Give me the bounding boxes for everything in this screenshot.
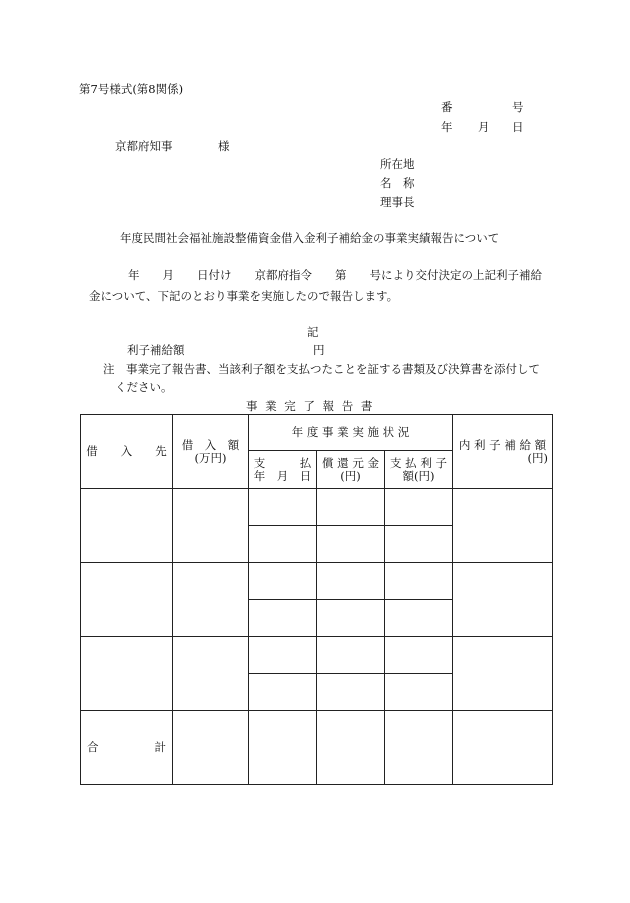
header-interest <box>385 451 453 489</box>
cell-subsidy <box>453 489 553 563</box>
cell-loan <box>173 489 249 563</box>
number-suffix: 号 <box>512 100 524 114</box>
applicant-name: 名 称 <box>380 176 415 190</box>
cell-interest <box>385 489 453 526</box>
header-principal-unit: (円) <box>340 468 361 483</box>
header-pay-date-2: 年 月 日 <box>253 468 312 483</box>
body-line-2: 金について、下記のとおり事業を実施したので報告します。 <box>89 289 399 303</box>
cell-principal <box>317 637 385 674</box>
cell-pay-date <box>249 674 317 711</box>
cell-pay-date <box>249 526 317 563</box>
cell-lender <box>81 637 173 711</box>
table-row <box>81 563 553 600</box>
total-row <box>81 711 553 785</box>
date-month: 月 <box>478 120 490 134</box>
header-loan-amount <box>173 415 249 489</box>
honorific: 様 <box>218 139 230 153</box>
report-title: 年度民間社会福祉施設整備資金借入金利子補給金の事業実績報告について <box>120 231 500 245</box>
header-loan-unit: (万円) <box>194 450 227 465</box>
cell-interest <box>385 563 453 600</box>
cell-pay-date <box>249 600 317 637</box>
header-pay-date <box>249 451 317 489</box>
cell-principal <box>317 674 385 711</box>
table-row <box>81 489 553 526</box>
total-right: 計 <box>154 740 166 754</box>
header-subsidy <box>453 415 553 489</box>
applicant-chair: 理事長 <box>380 195 415 209</box>
cell-total-principal <box>317 711 385 785</box>
cell-principal <box>317 489 385 526</box>
cell-pay-date <box>249 563 317 600</box>
cell-total-label <box>81 711 173 785</box>
applicant-address: 所在地 <box>380 157 415 171</box>
header-interest-1: 支 払 利 子 <box>390 455 447 470</box>
header-lender-text: 借 入 先 <box>86 444 167 458</box>
header-lender <box>81 415 173 489</box>
completion-report-table <box>80 414 553 785</box>
subsidy-label: 利子補給額 <box>127 343 185 357</box>
number-label: 番 <box>441 100 453 114</box>
subsidy-yen: 円 <box>313 343 325 357</box>
cell-interest <box>385 637 453 674</box>
cell-pay-date <box>249 489 317 526</box>
cell-total-subsidy <box>453 711 553 785</box>
cell-subsidy <box>453 563 553 637</box>
header-subsidy-text: 内 利 子 補 給 額 <box>458 437 547 452</box>
cell-interest <box>385 526 453 563</box>
header-loan-text: 借 入 額 <box>181 437 240 452</box>
total-left: 合 <box>87 740 99 754</box>
header-status-text: 年 度 事 業 実 施 状 況 <box>291 425 410 439</box>
header-interest-2: 額(円) <box>402 468 435 483</box>
header-subsidy-unit: (円) <box>527 450 548 465</box>
cell-interest <box>385 674 453 711</box>
cell-lender <box>81 563 173 637</box>
cell-total-interest <box>385 711 453 785</box>
cell-loan <box>173 563 249 637</box>
cell-lender <box>81 489 173 563</box>
cell-total-pay-date <box>249 711 317 785</box>
cell-principal <box>317 526 385 563</box>
cell-total-loan <box>173 711 249 785</box>
body-line-1: 年 月 日付け 京都府指令 第 号により交付決定の上記利子補給 <box>128 268 542 282</box>
header-principal-text: 償 還 元 金 <box>322 455 379 470</box>
ki-heading: 記 <box>307 325 319 339</box>
form-number: 第7号様式(第8関係) <box>79 82 184 96</box>
cell-interest <box>385 600 453 637</box>
cell-loan <box>173 637 249 711</box>
date-day: 日 <box>512 120 524 134</box>
table-row <box>81 637 553 674</box>
header-pay-date-1: 支 払 <box>253 455 312 470</box>
cell-subsidy <box>453 637 553 711</box>
header-status <box>249 415 453 451</box>
addressee: 京都府知事 <box>115 139 173 153</box>
cell-pay-date <box>249 637 317 674</box>
header-principal <box>317 451 385 489</box>
cell-principal <box>317 563 385 600</box>
date-year: 年 <box>441 120 453 134</box>
cell-principal <box>317 600 385 637</box>
note-line-1: 注 事業完了報告書、当該利子額を支払つたことを証する書類及び決算書を添付して <box>103 362 540 376</box>
table-title: 事 業 完 了 報 告 書 <box>246 399 375 413</box>
note-line-2: ください。 <box>115 380 173 394</box>
